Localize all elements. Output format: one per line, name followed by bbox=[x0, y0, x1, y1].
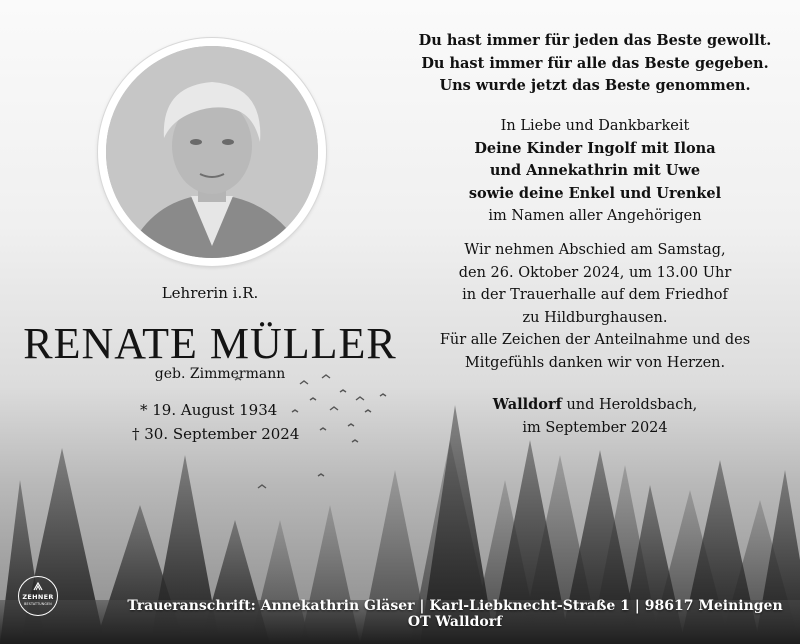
funeral-line-2: den 26. Oktober 2024, um 13.00 Uhr bbox=[458, 264, 732, 281]
memorial-quote bbox=[400, 30, 790, 98]
person-name: RENATE MÜLLER bbox=[23, 319, 397, 368]
funeral-line-4: zu Hildburghausen. bbox=[522, 309, 668, 326]
place-date: im September 2024 bbox=[522, 419, 668, 436]
place-line bbox=[400, 394, 790, 417]
maiden-name: geb. Zimmermann bbox=[154, 366, 286, 382]
logo-mark-icon bbox=[33, 582, 43, 591]
family-line-4: sowie deine Enkel und Urenkel bbox=[468, 184, 722, 202]
place-town-2: und Heroldsbach, bbox=[561, 397, 698, 413]
funeral-line-3: in der Trauerhalle auf dem Friedhof bbox=[462, 287, 728, 303]
funeral-block bbox=[400, 239, 790, 374]
funeral-line-5: Für alle Zeichen der Anteilnahme und des bbox=[439, 332, 751, 348]
family-line-5: im Namen aller Angehörigen bbox=[488, 208, 702, 224]
place-block bbox=[400, 394, 790, 439]
portrait-frame bbox=[98, 38, 326, 266]
funeral-line-6: Mitgefühls danken wir von Herzen. bbox=[464, 354, 726, 371]
family-line-1: In Liebe und Dankbarkeit bbox=[500, 118, 690, 134]
family-line-2: Deine Kinder Ingolf mit Ilona bbox=[474, 139, 716, 157]
funeral-home-logo bbox=[18, 576, 58, 616]
family-block bbox=[400, 115, 790, 228]
person-title: Lehrerin i.R. bbox=[161, 284, 259, 302]
quote-line-1: Du hast immer für jeden das Beste gewollt. bbox=[418, 32, 772, 49]
portrait-photo bbox=[106, 46, 318, 258]
family-line-3: und Annekathrin mit Uwe bbox=[489, 162, 701, 179]
place-town-1: Walldorf bbox=[492, 396, 562, 413]
mourning-address: Traueranschrift: Annekathrin Gläser | Karl-Liebknecht-Straße 1 | 98617 Meiningen OT Walldorf bbox=[127, 598, 783, 630]
funeral-line-1: Wir nehmen Abschied am Samstag, bbox=[464, 242, 726, 258]
portrait-figure bbox=[106, 46, 318, 258]
logo-subtitle: BESTATTUNGEN bbox=[24, 602, 52, 606]
quote-line-3: Uns wurde jetzt das Beste genommen. bbox=[439, 77, 751, 94]
quote-line-2: Du hast immer für alle das Beste gegeben. bbox=[421, 54, 769, 72]
death-date: † 30. September 2024 bbox=[132, 425, 300, 443]
birth-date: * 19. August 1934 bbox=[140, 401, 278, 419]
logo-name: ZEHNER bbox=[22, 593, 54, 601]
